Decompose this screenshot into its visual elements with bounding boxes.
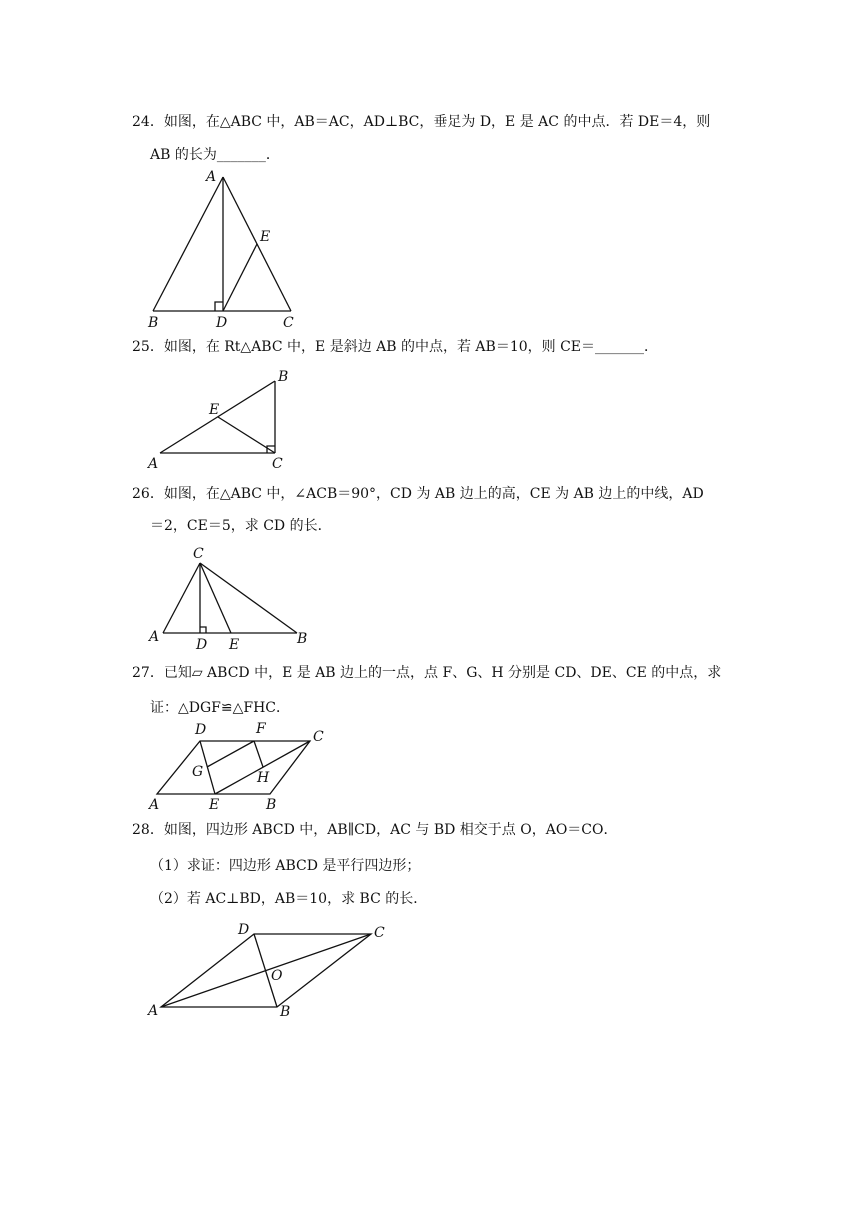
q24-label-c: C xyxy=(283,315,294,331)
q25-label-e: E xyxy=(209,402,220,418)
q28-part1: （1）求证：四边形 ABCD 是平行四边形； xyxy=(150,858,421,874)
q27-label-b: B xyxy=(266,797,277,813)
q24-label-b: B xyxy=(148,315,159,331)
q28-text-line1: 28．如图，四边形 ABCD 中，AB∥CD，AC 与 BD 相交于点 O，AO＝CO． xyxy=(132,822,618,838)
q27-label-g: G xyxy=(192,764,204,780)
q27-label-d: D xyxy=(195,722,207,738)
q26-text-line2: ＝2，CE＝5，求 CD 的长． xyxy=(150,518,332,534)
q26-label-e: E xyxy=(229,637,240,653)
q25-label-a: A xyxy=(148,456,159,472)
q24-label-e: E xyxy=(260,229,271,245)
q28-label-o: O xyxy=(271,968,283,984)
q28-label-c: C xyxy=(374,925,385,941)
q25-text-line1: 25．如图，在 Rt△ABC 中，E 是斜边 AB 的中点，若 AB＝10，则 CE＝_______． xyxy=(132,339,659,355)
q25-label-b: B xyxy=(278,369,289,385)
q28-label-a: A xyxy=(148,1003,159,1019)
q24-text-line2: AB 的长为_______． xyxy=(150,147,280,163)
q26-text-line1: 26．如图，在△ABC 中，∠ACB＝90°，CD 为 AB 边上的高，CE 为 AB 边上的中线，AD xyxy=(132,486,704,502)
q27-text-line2: 证：△DGF≌△FHC． xyxy=(150,700,291,716)
q27-label-c: C xyxy=(313,729,324,745)
q26-label-d: D xyxy=(196,637,208,653)
q24-label-d: D xyxy=(216,315,228,331)
q24-label-a: A xyxy=(206,169,217,185)
q28-part2: （2）若 AC⊥BD，AB＝10，求 BC 的长． xyxy=(150,891,428,907)
q27-label-f: F xyxy=(256,721,266,737)
q26-label-c: C xyxy=(193,546,204,562)
q24-text-line1: 24．如图，在△ABC 中，AB＝AC，AD⊥BC，垂足为 D，E 是 AC 的中点．若 DE＝4，则 xyxy=(132,114,711,130)
q26-label-a: A xyxy=(149,629,160,645)
q27-label-e: E xyxy=(209,797,220,813)
q27-label-a: A xyxy=(149,797,160,813)
q27-label-h: H xyxy=(257,770,270,786)
q26-label-b: B xyxy=(297,631,308,647)
q27-text-line1: 27．已知▱ ABCD 中，E 是 AB 边上的一点，点 F、G、H 分别是 CD、DE、CE 的中点，求 xyxy=(132,665,722,681)
q28-label-b: B xyxy=(280,1004,291,1020)
q25-label-c: C xyxy=(272,456,283,472)
q28-label-d: D xyxy=(238,922,250,938)
